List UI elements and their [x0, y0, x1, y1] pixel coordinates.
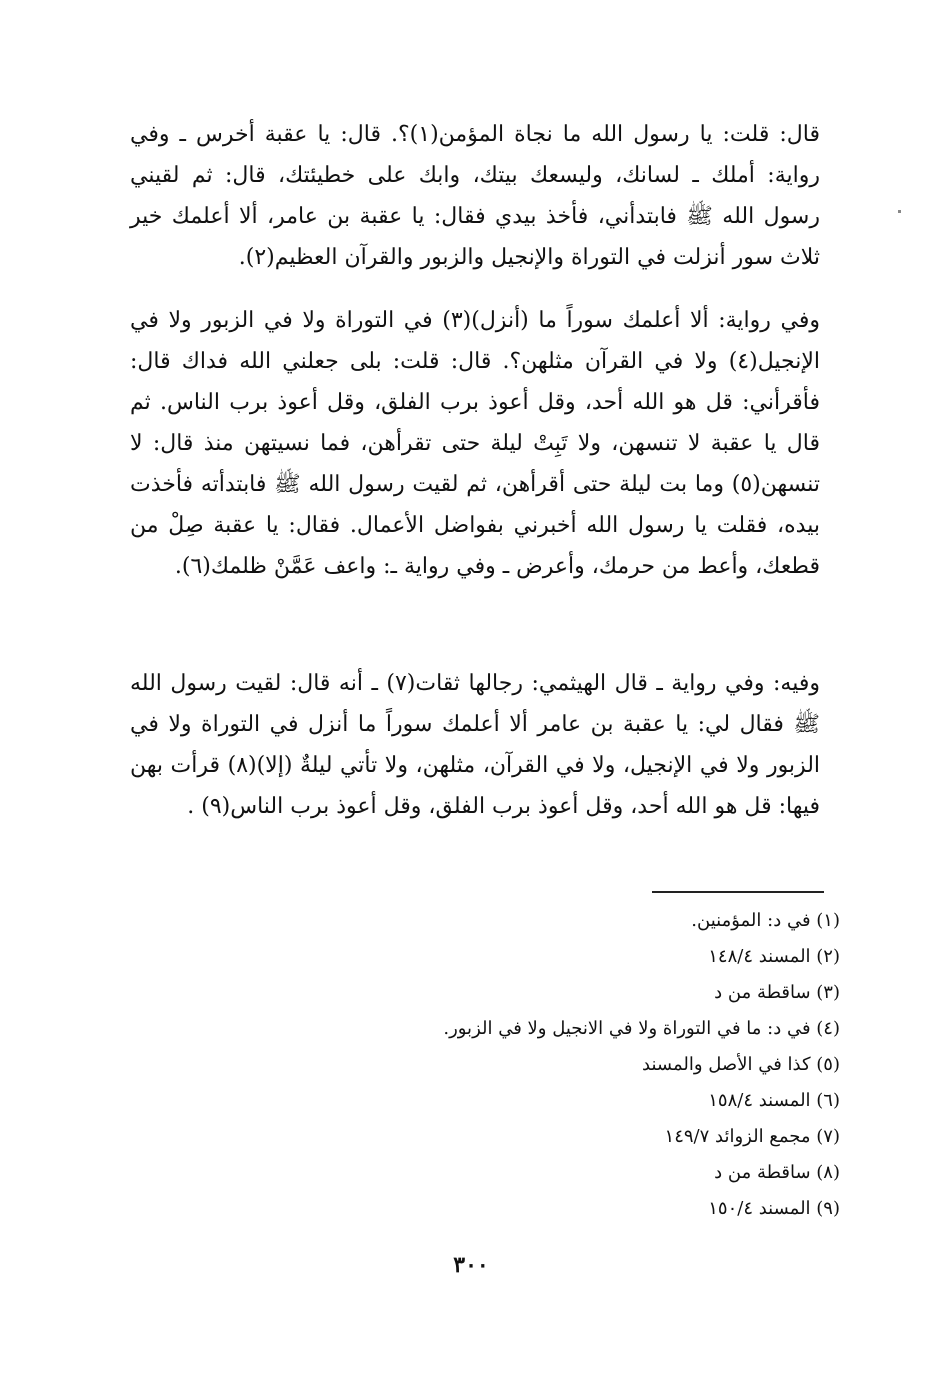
- footnote-7: (٧) مجمع الزوائد ١٤٩/٧: [664, 1126, 840, 1147]
- footnote-4: (٤) في د: ما في التوراة ولا في الانجيل ولا في الزبور.: [443, 1018, 840, 1039]
- footnotes-list: [360, 903, 840, 1227]
- margin-speck: [898, 210, 901, 213]
- footnote-separator: [652, 891, 824, 893]
- footnote-3: (٣) ساقطة من د: [714, 982, 840, 1003]
- body-paragraph-3: وفيه: وفي رواية ـ قال الهيثمي: رجالها ثقات(٧) ـ أنه قال: لقيت رسول الله ﷺ فقال لي: يا عقبة بن عامر ألا أعلمك سوراً ما أنزل في التوراة ولا في الزبور ولا في الإنجيل، ولا في القرآن، مثلهن، ولا تأتي ليلةٌ (إلا)(٨) قرأت بهن فيها: قل هو الله أحد، وقل أعوذ برب الفلق، وقل أعوذ برب الناس(٩) .: [130, 671, 821, 819]
- footnote-1: (١) في د: المؤمنين.: [691, 910, 840, 931]
- footnote-8: (٨) ساقطة من د: [714, 1162, 840, 1183]
- body-paragraph-1: قال: قلت: يا رسول الله ما نجاة المؤمن(١)؟. قال: يا عقبة أخرس ـ وفي رواية: أملك ـ لسانك، وليسعك بيتك، وابك على خطيئتك، قال: ثم لقيني رسول الله ﷺ فابتدأني، فأخذ بيدي فقال: يا عقبة بن عامر، ألا أعلمك خير ثلاث سور أنزلت في التوراة والإنجيل والزبور والقرآن العظيم(٢).: [130, 122, 820, 270]
- page-number: ٣٠٠: [453, 1252, 489, 1278]
- footnote-2: (٢) المسند ١٤٨/٤: [708, 946, 840, 967]
- footnote-9: (٩) المسند ١٥٠/٤: [708, 1198, 840, 1219]
- footnote-5: (٥) كذا في الأصل والمسند: [642, 1054, 840, 1075]
- body-paragraph-2: وفي رواية: ألا أعلمك سوراً ما (أنزل)(٣) في التوراة ولا في الزبور ولا في الإنجيل(٤) ولا في القرآن مثلهن؟. قال: قلت: بلى جعلني الله فداك قال: فأقرأني: قل هو الله أحد، وقل أعوذ برب الفلق، وقل أعوذ برب الناس. ثم قال يا عقبة لا تنسهن، ولا تَبِتْ ليلة حتى تقرأهن، فما نسيتهن منذ قال: لا تنسهن(٥) وما بت ليلة حتى أقرأهن، ثم لقيت رسول الله ﷺ فابتدأته فأخذت بيده، فقلت يا رسول الله أخبرني بفواضل الأعمال. فقال: يا عقبة صِلْ من قطعك، وأعط من حرمك، وأعرض ـ وفي رواية ـ: واعف عَمَّنْ ظلمك(٦).: [130, 308, 821, 579]
- footnote-6: (٦) المسند ١٥٨/٤: [708, 1090, 840, 1111]
